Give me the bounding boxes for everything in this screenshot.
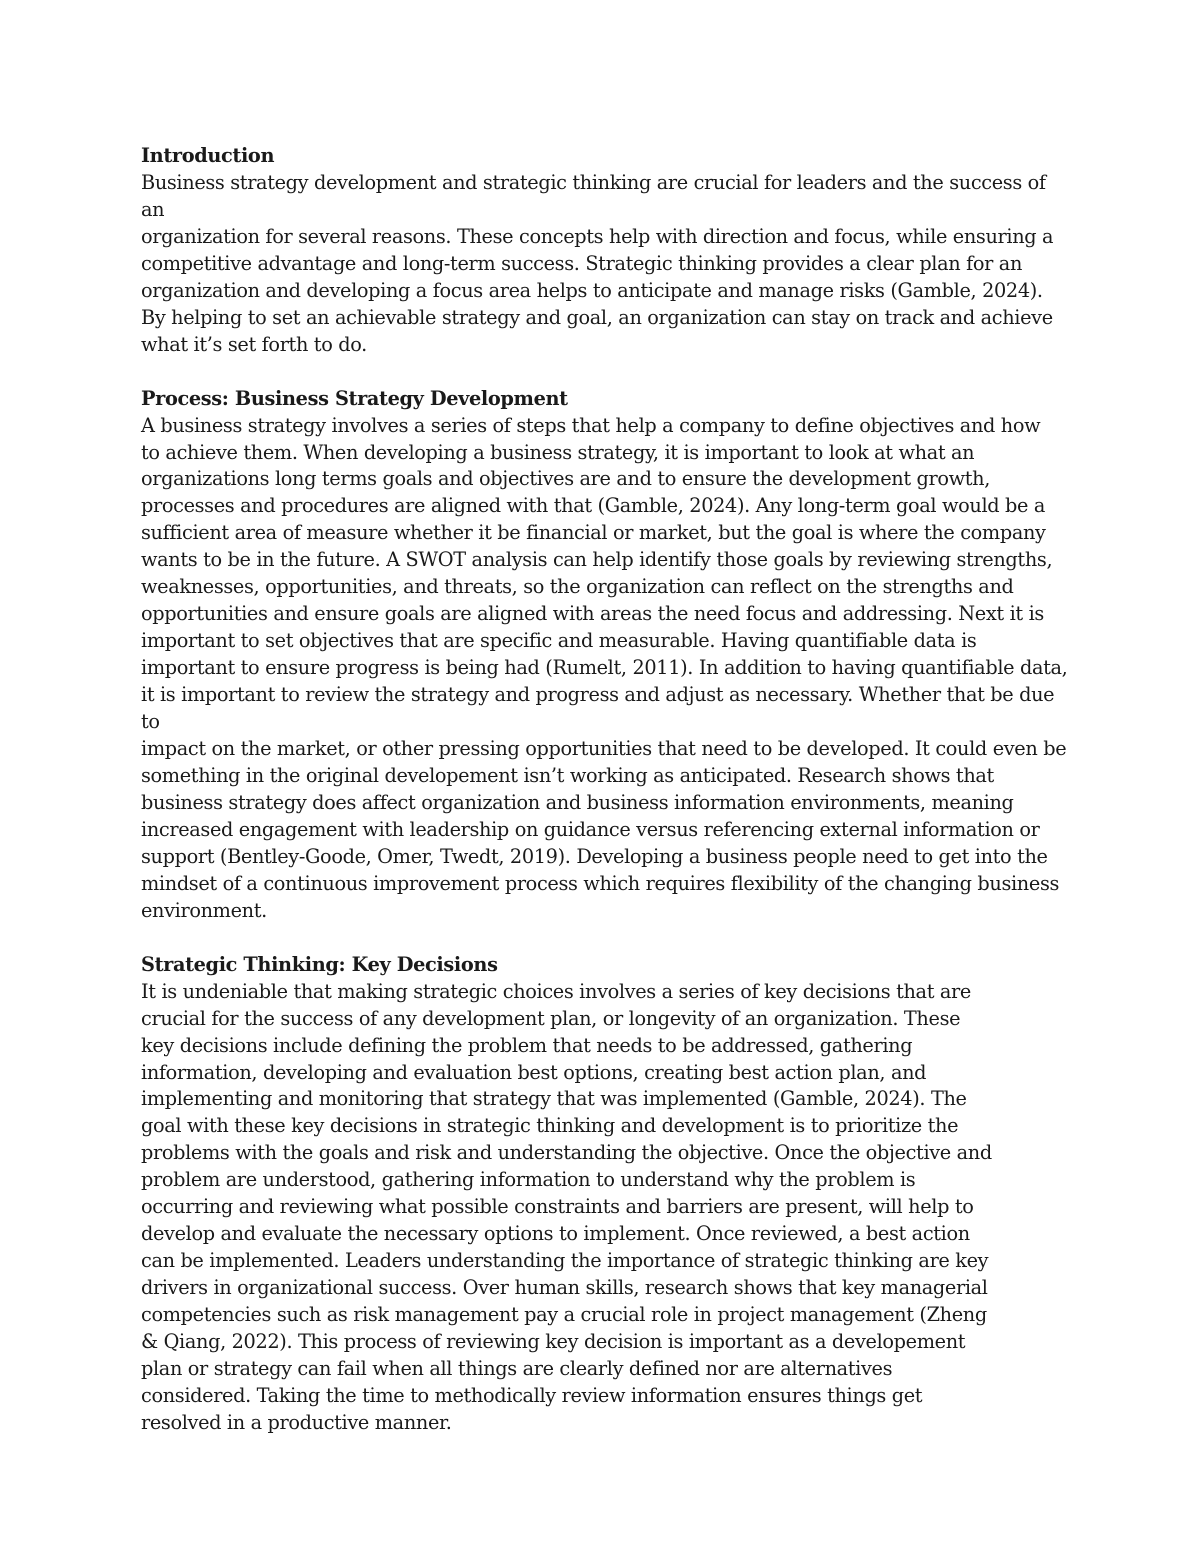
document-page <box>141 143 1071 1464</box>
section-paragraph: Business strategy development and strategic thinking are crucial for leaders and the success of an organization for several reasons. These concepts help with direction and focus, while ensuring a competitive advantage and long-term success. Strategic thinking provides a clear plan for an organization and developing a focus area helps to anticipate and manage risks (Gamble, 2024). By helping to set an achievable strategy and goal, an organization can stay on track and achieve what it’s set forth to do. <box>141 170 1054 356</box>
section-heading: Process: Business Strategy Development <box>141 386 568 410</box>
section-process-business-strategy-development <box>141 386 1071 925</box>
section-strategic-thinking-key-decisions <box>141 952 1071 1437</box>
section-introduction <box>141 143 1071 359</box>
section-heading: Strategic Thinking: Key Decisions <box>141 952 498 976</box>
section-paragraph: It is undeniable that making strategic choices involves a series of key decisions that are crucial for the success of any development plan, or longevity of an organization. These key decisions include defining the problem that needs to be addressed, gathering information, developing and evaluation best options, creating best action plan, and implementing and monitoring that strategy that was implemented (Gamble, 2024). The goal with these key decisions in strategic thinking and development is to prioritize the problems with the goals and risk and understanding the objective. Once the objective and problem are understood, gathering information to understand why the problem is occurring and reviewing what possible constraints and barriers are present, will help to develop and evaluate the necessary options to implement. Once reviewed, a best action can be implemented. Leaders understanding the importance of strategic thinking are key drivers in organizational success. Over human skills, research shows that key managerial competencies such as risk management pay a crucial role in project management (Zheng & Qiang, 2022). This process of reviewing key decision is important as a developement plan or strategy can fail when all things are clearly defined nor are alternatives considered. Taking the time to methodically review information ensures things get resolved in a productive manner. <box>141 979 992 1434</box>
section-paragraph: A business strategy involves a series of steps that help a company to define objectives and how to achieve them. When developing a business strategy, it is important to look at what an organizations long terms goals and objectives are and to ensure the development growth, processes and procedures are aligned with that (Gamble, 2024). Any long-term goal would be a sufficient area of measure whether it be financial or market, but the goal is where the company wants to be in the future. A SWOT analysis can help identify those goals by reviewing strengths, weaknesses, opportunities, and threats, so the organization can reflect on the strengths and opportunities and ensure goals are aligned with areas the need focus and addressing. Next it is important to set objectives that are specific and measurable. Having quantifiable data is important to ensure progress is being had (Rumelt, 2011). In addition to having quantifiable data, it is important to review the strategy and progress and adjust as necessary. Whether that be due to impact on the market, or other pressing opportunities that need to be developed. It could even be something in the original developement isn’t working as anticipated. Research shows that business strategy does affect organization and business information environments, meaning increased engagement with leadership on guidance versus referencing external information or support (Bentley-Goode, Omer, Twedt, 2019). Developing a business people need to get into the mindset of a continuous improvement process which requires flexibility of the changing business environment. <box>141 413 1068 922</box>
section-heading: Introduction <box>141 144 275 167</box>
